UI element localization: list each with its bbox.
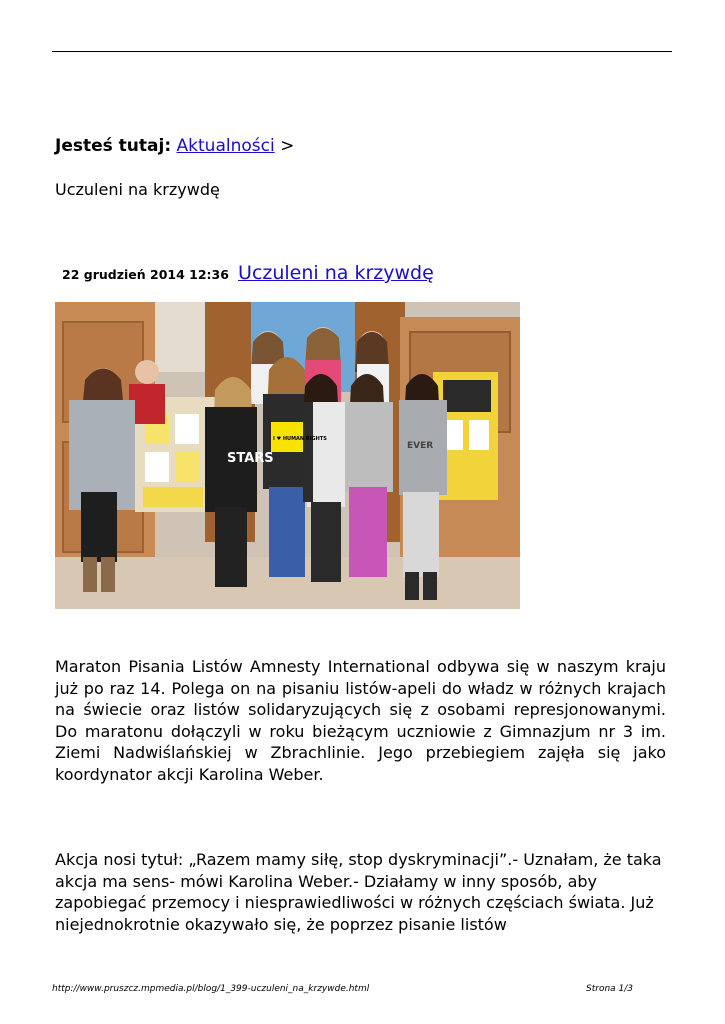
article-paragraph: Akcja nosi tytuł: „Razem mamy siłę, stop dyskryminacji”.- Uznałam, że taka akcja ma sens- mówi Karolina Weber.- Działamy w inny sposób, aby zapobiegać przemocy i niesprawiedliwości w różnych częściach świata. Już niejednokrotnie okazywało się, że poprzez pisanie listów [55, 850, 662, 934]
photo-sign-text: I ♥ HUMAN RIGHTS [273, 436, 327, 442]
article-photo [55, 302, 520, 609]
footer-page-number: Strona 1/3 [586, 984, 634, 994]
page-title: Uczuleni na krzywdę [55, 180, 220, 199]
breadcrumb-link-aktualnosci[interactable]: Aktualności [176, 136, 275, 156]
post-header [62, 262, 434, 284]
breadcrumb-label: Jesteś tutaj: [55, 136, 172, 156]
photo-hoodie-text: EVER [407, 441, 434, 451]
footer-url: http://www.pruszcz.mpmedia.pl/blog/1_399-uczuleni_na_krzywde.html [52, 984, 370, 994]
post-title-link[interactable]: Uczuleni na krzywdę [238, 262, 434, 284]
breadcrumb-separator: > [280, 136, 295, 156]
photo-shirt-text: STARS [227, 451, 274, 466]
header-rule [52, 51, 672, 52]
breadcrumb [55, 136, 294, 156]
article-paragraph: Maraton Pisania Listów Amnesty International odbywa się w naszym kraju już po raz 14. Polega on na pisaniu listów-apeli do władz w różnych krajach na świecie oraz listów solidaryzujących się z osobami represjonowanymi. Do maratonu dołączyli w roku bieżącym uczniowie z Gimnazjum nr 3 im. Ziemi Nadwiślańskiej w Zbrachlinie. Jego przebiegiem zajęła się jako koordynator akcji Karolina Weber. [55, 657, 666, 784]
post-date: 22 grudzień 2014 12:36 [62, 267, 229, 282]
